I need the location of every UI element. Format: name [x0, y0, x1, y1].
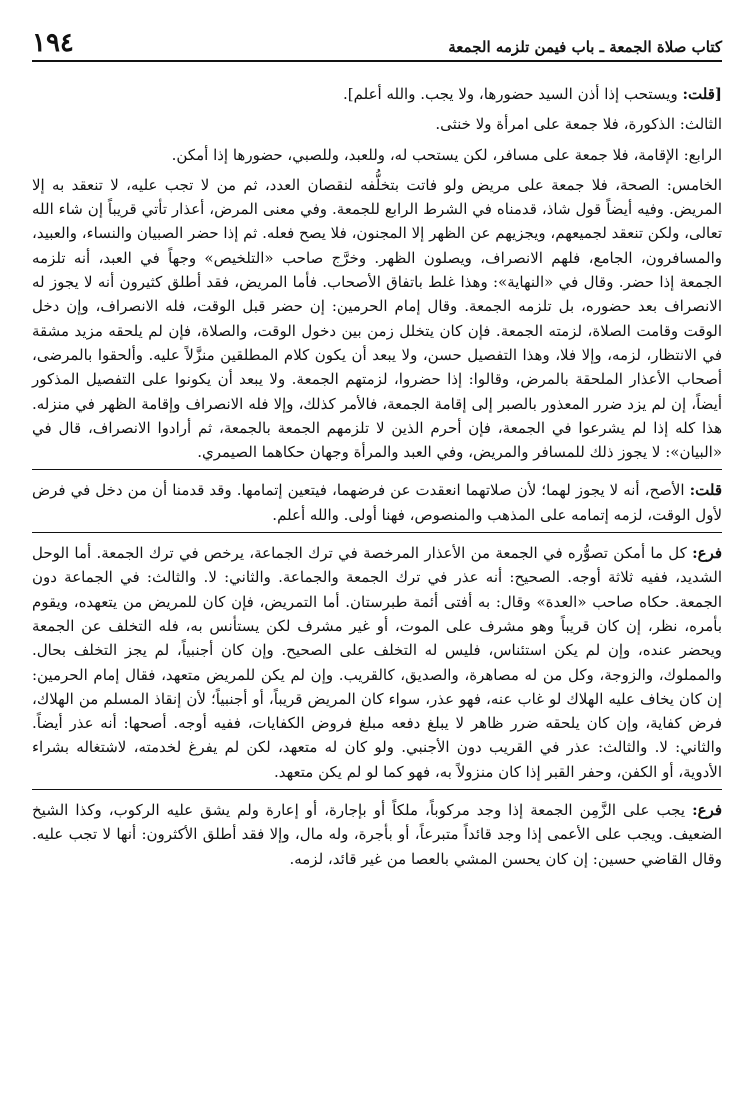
paragraph-text: الأصح، أنه لا يجوز لهما؛ لأن صلاتهما انعقدت عن فرضهما، فيتعين إتمامها. وقد قدمنا أن من دخل في فرض لأول الوقت، لزمه إتمامه على المذهب والمنصوص، فهنا أولى. والله أعلم. — [32, 481, 722, 524]
paragraph-2 — [32, 112, 722, 136]
paragraph-text: كل ما أمكن تصوُّره في الجمعة من الأعذار المرخصة في ترك الجماعة، يرخص في ترك الجمعة. أما الوحل الشديد، ففيه ثلاثة أوجه. الصحيح: أنه عذر في ترك الجمعة والجماعة. والثاني: لا. والثالث: في الجماعة دون الجمعة. حكاه صاحب «العدة» وقال: به أفتى أئمة طبرستان. أما التمريض، فإن كان للمريض من يتعهده، ويقوم بأمره، نظر، إن كان قريباً وهو مشرف على الموت، أو غير مشرف لكن يستأنس به، فله التخلف عن الجمعة ويحضر عنده، وإن لم يكن استئناس، فليس له التخلف على الصحيح. وإن كان أجنبياً، لم يجز التخلف بحال. والمملوك، والزوجة، وكل من له مصاهرة، والصديق، كالقريب. وإن لم يكن للمريض متعهد، فقال إمام الحرمين: إن كان يخاف عليه الهلاك لو غاب عنه، فهو عذر، سواء كان المريض قريباً، أو أجنبياً؛ لأن إنقاذ المسلم من الهلاك، فرض كفاية، وإن كان يلحقه ضرر ظاهر لا يبلغ دفعه مبلغ فروض الكفايات، ففيه أوجه. أصحها: أنه عذر أيضاً. والثاني: لا. والثالث: عذر في القريب دون الأجنبي. ولو كان له متعهد، لكن لم يفرغ لخدمته، لاشتغاله بشراء الأدوية، أو الكفن، وحفر القبر إذا كان منزولاً به، فهو كما لو لم يكن متعهد. — [32, 544, 722, 781]
paragraph-7 — [32, 798, 722, 871]
page-header — [32, 30, 722, 62]
page-number: ١٩٤ — [32, 28, 74, 58]
paragraph-text: يجب على الزَّمِن الجمعة إذا وجد مركوباً، ملكاً أو بإجارة، أو إعارة ولم يشق عليه الركوب، وكذا الشيخ الضعيف. ويجب على الأعمى إذا وجد قائداً متبرعاً، أو بأجرة، وله مال، وإلا فقد أطلق الأكثرون: أنها لا تجب عليه. وقال القاضي حسين: إن كان يحسن المشي بالعصا من غير قائد، لزمه. — [32, 801, 722, 868]
section-fifth-condition — [32, 173, 722, 471]
section-far-1 — [32, 541, 722, 790]
paragraph-3 — [32, 143, 722, 167]
body-text — [32, 82, 722, 871]
paragraph-label: فرع: — [692, 801, 722, 820]
paragraph-text: الرابع: الإقامة، فلا جمعة على مسافر، لكن يستحب له، وللعبد، وللصبي، حضورها إذا أمكن. — [171, 145, 722, 164]
paragraph-text: الثالث: الذكورة، فلا جمعة على امرأة ولا خنثى. — [435, 115, 722, 134]
paragraph-1 — [32, 82, 722, 106]
paragraph-label: فرع: — [692, 544, 722, 563]
section-qultu — [32, 478, 722, 533]
paragraph-label: [قلت: — [682, 85, 722, 103]
paragraph-text: ويستحب إذا أذن السيد حضورها، ولا يجب. والله أعلم]. — [343, 85, 683, 103]
paragraph-label: قلت: — [689, 481, 722, 500]
paragraph-text: الخامس: الصحة، فلا جمعة على مريض ولو فاتت بتخلُّفه لنقصان العدد، ثم من لا تجب عليه، لا تنعقد به إلا المريض. وفيه أيضاً قول شاذ، قدمناه في الشرط الرابع للجمعة. وفي معنى المرض، أعذار تأتي قريباً إن شاء الله تعالى، ولكن تنعقد لجميعهم، ويجزيهم عن الظهر إلا المجنون، فلا يصح فعله. ثم إذا حضر الصبيان والنساء، والعبيد، والمسافرون، الجامع، فلهم الانصراف، ويصلون الظهر. وخرَّج صاحب «التلخيص» وجهاً في العبد، أنه تلزمه الجمعة إذا حضر. وقال في «النهاية»: وهذا غلط باتفاق الأصحاب. فأما المريض، فقد أطلق كثيرون أنه لا يجوز له الانصراف بعد حضوره، بل تلزمه الجمعة. وقال إمام الحرمين: إن حضر قبل الوقت، فله الانصراف، وإن دخل الوقت وقامت الصلاة، لزمته الجمعة. فإن كان يتخلل زمن بين دخول الوقت، والصلاة، فإن لم يلحقه مزيد مشقة في الانتظار، لزمه، وإلا فلا، وهذا التفصيل حسن، ولا يبعد أن يكون كلام المطلقين منزَّلاً عليه. وألحقوا بالمرضى، أصحاب الأعذار الملحقة بالمرض، وقالوا: إذا حضروا، لزمتهم الجمعة. ولا يبعد أن يكونوا على التفصيل المذكور أيضاً، إن لم يزد ضرر المعذور بالصبر إلى إقامة الجمعة، فالأمر كذلك، وإلا فله الانصراف وإقامة الظهر في منزله. هذا كله إذا لم يشرعوا في الجمعة، فإن أحرم الذين لا تلزمهم الجمعة بالجمعة، ثم أرادوا الانصراف، قال في «البيان»: لا يجوز ذلك للمسافر والمريض، وفي العبد والمرأة وجهان حكاهما الصيمري. — [32, 175, 722, 462]
paragraph-6 — [32, 541, 722, 784]
paragraph-5 — [32, 478, 722, 527]
paragraph-4 — [32, 173, 722, 465]
running-title: كتاب صلاة الجمعة ـ باب فيمن تلزمه الجمعة — [448, 38, 722, 56]
